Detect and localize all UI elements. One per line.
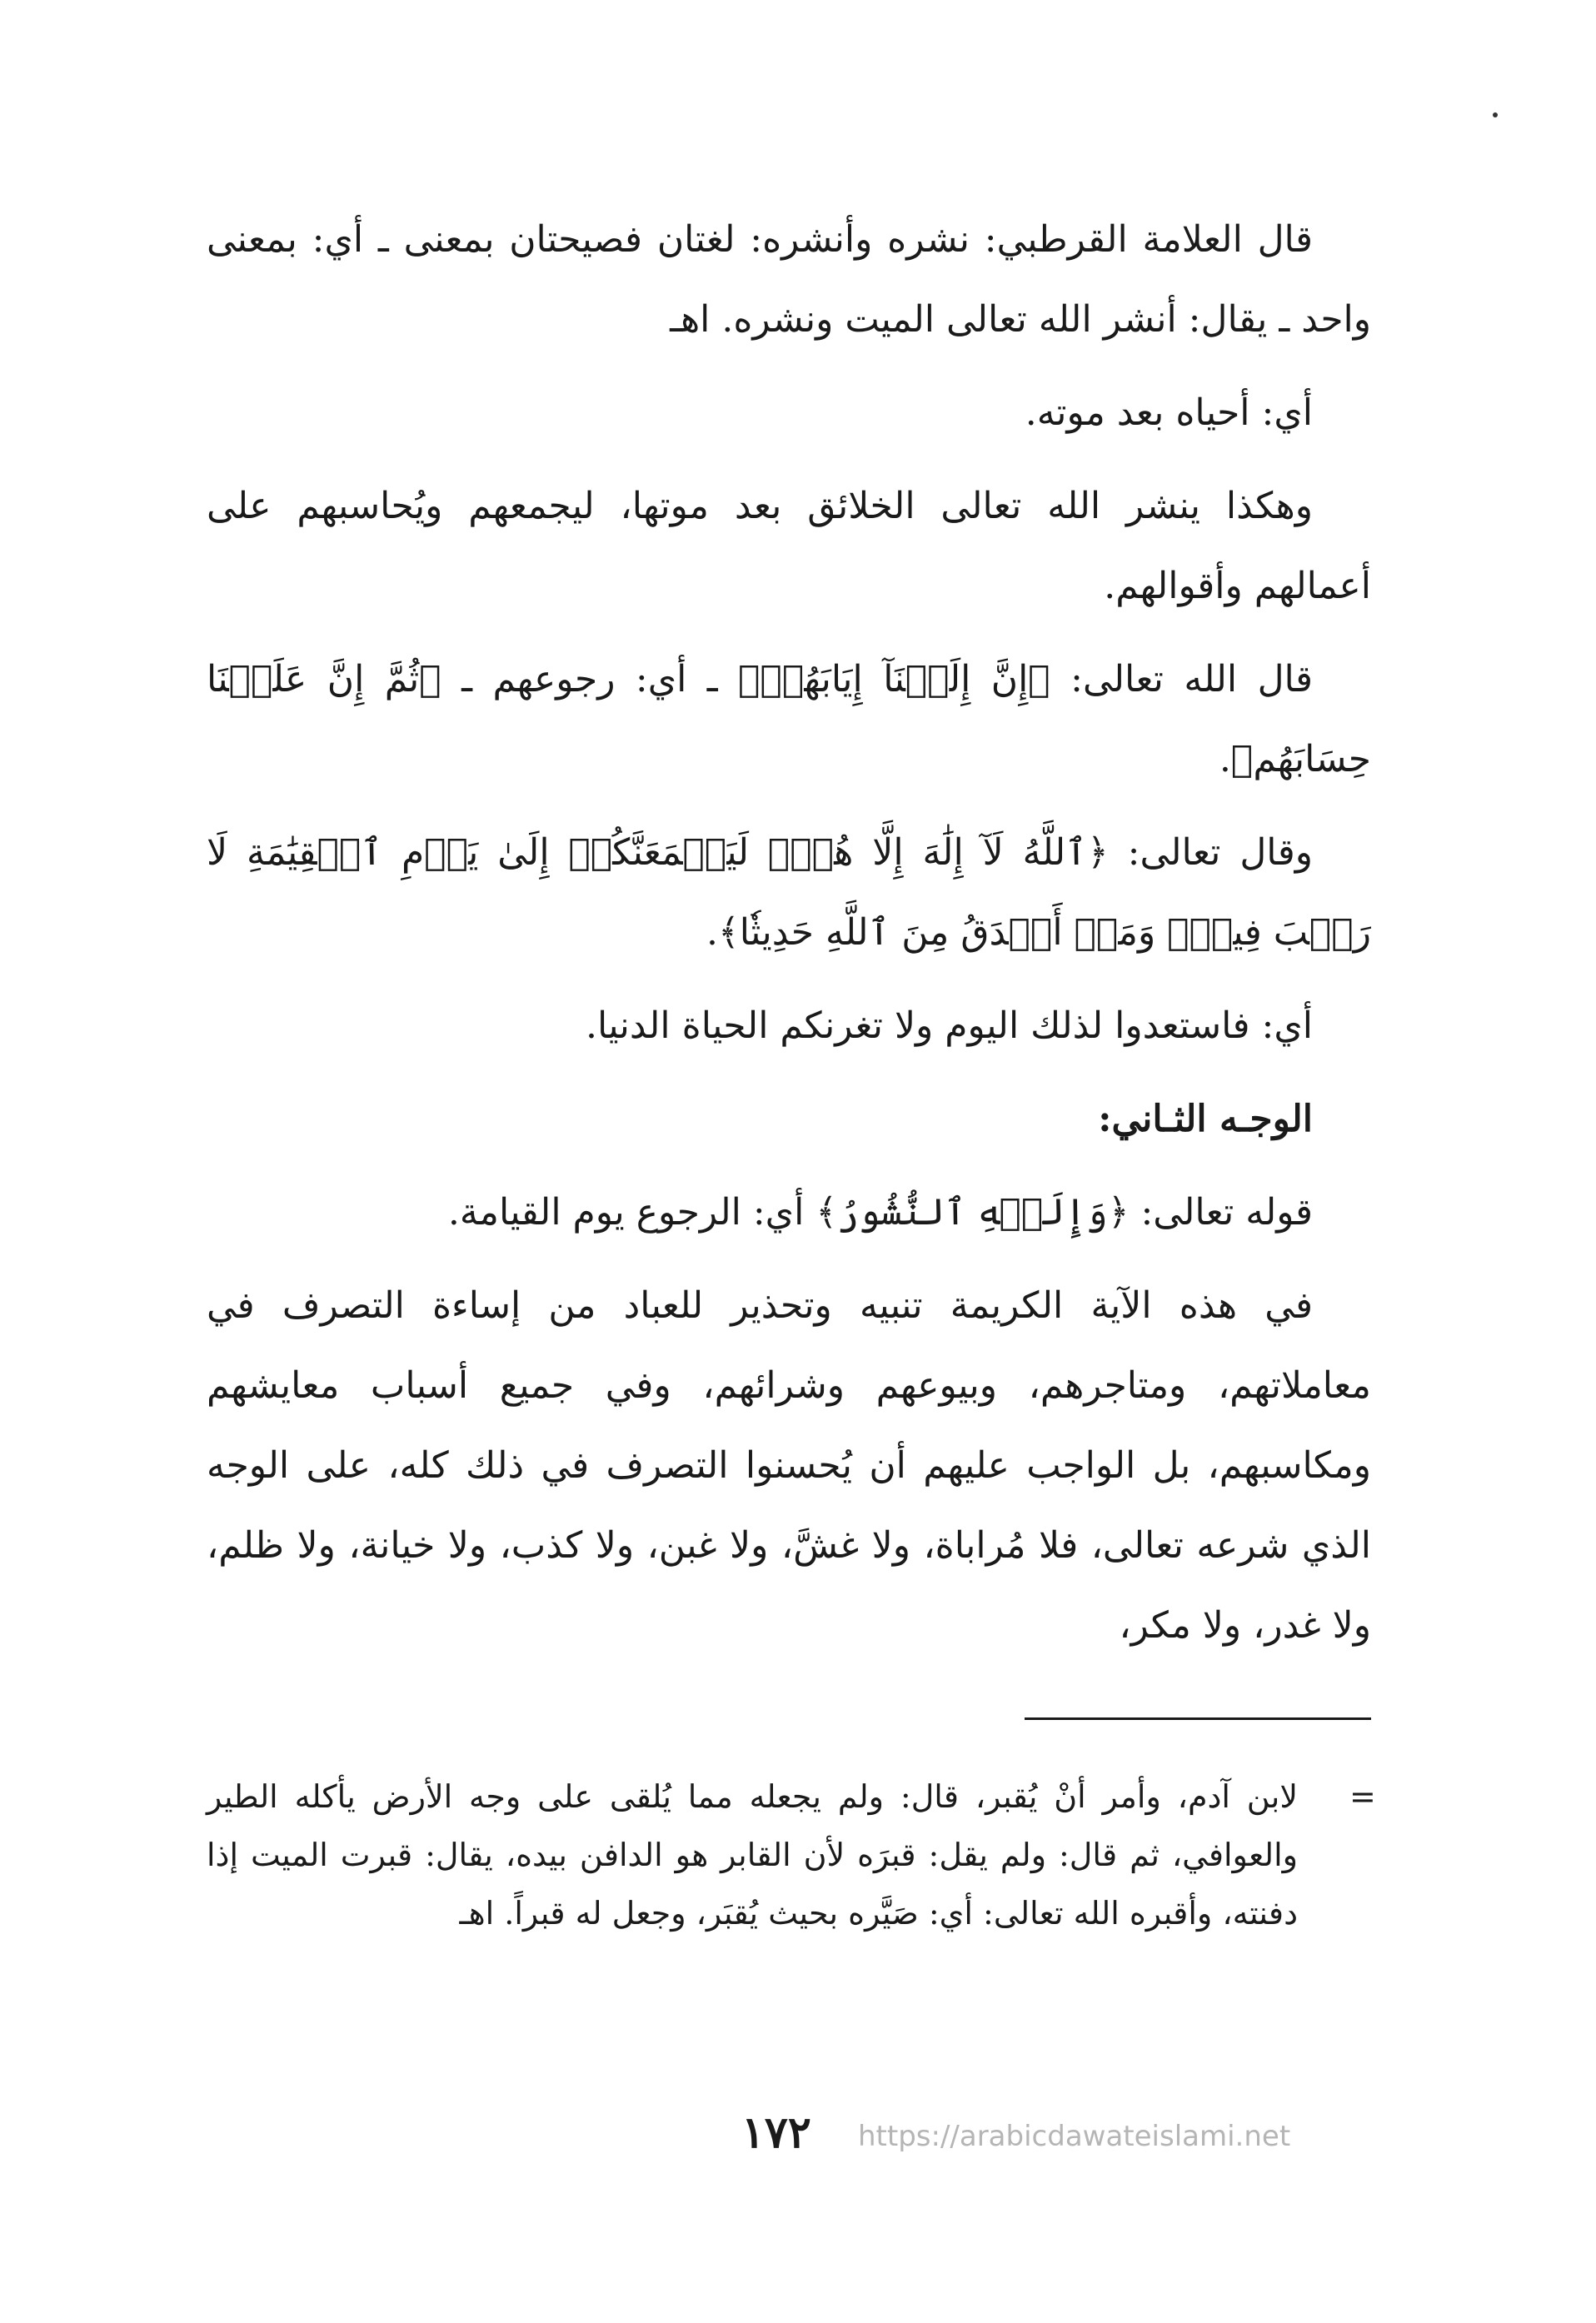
verse-gloss: ـ أي: رجوعهم ـ — [441, 658, 739, 700]
sentence-end: . — [1219, 738, 1231, 780]
paragraph-explanation: أي: أحياه بعد موته. — [1025, 391, 1313, 434]
verse-intro: قال الله تعالى: — [1050, 658, 1313, 700]
watermark-url: https://arabicdawateislami.net — [858, 2120, 1291, 2153]
page-number: ١٧٢ — [741, 2107, 811, 2158]
paragraph-warning: في هذه الآية الكريمة تنبيه وتحذير للعباد من إساءة التصرف في معاملاتهم، ومتاجرهم، وبيوعهم وشرائهم، وفي جميع أسباب معايشهم ومكاسبهم، بل الواجب عليهم أن يُحسنوا التصرف في ذلك كله، على الوجه الذي شرعه تعالى، فلا مُراباة، ولا غشَّ، ولا غبن، ولا كذب، ولا خيانة، ولا ظلم، ولا غدر، ولا مكر، — [207, 1284, 1371, 1647]
scan-speck — [1493, 112, 1498, 117]
quran-verse: ﴿وَإِلَيۡهِ ٱلنُّشُورُ﴾ — [815, 1191, 1130, 1234]
footnote: لابن آدم، وأمر أنْ يُقبر، قال: ولم يجعله مما يُلقى على وجه الأرض يأكله الطير والعوافي، ثم قال: ولم يقل: قبرَه لأن القابر هو الدافن بيده، يقال: قبرت الميت إذا دفنته، وأقبره الله تعالى: أي: صَيَّره بحيث يُقبَر، وجعل له قبراً. اهـ — [207, 1778, 1298, 1932]
paragraph-qurtubi: قال العلامة القرطبي: نشره وأنشره: لغتان فصيحتان بمعنى ـ أي: بمعنى واحد ـ يقال: أنشر الله تعالى الميت ونشره. اهـ — [207, 218, 1371, 341]
quran-verse: ﴿ٱللَّهُ لَآ إِلَٰهَ إِلَّا هُوَۚ لَيَجۡمَعَنَّكُمۡ إِلَىٰ يَوۡمِ ٱلۡقِيَٰمَةِ لَا رَيۡبَ فِيهِۗ وَمَنۡ أَصۡدَقُ مِنَ ٱللَّهِ حَدِيثٗا﴾ — [207, 831, 1371, 954]
main-text — [207, 200, 1371, 1679]
paragraph-prepare: أي: فاستعدوا لذلك اليوم ولا تغرنكم الحياة الدنيا. — [586, 1004, 1313, 1047]
verse-intro: قوله تعالى: — [1129, 1191, 1313, 1234]
quran-verse: ﴿إِنَّ إِلَيۡنَآ إِيَابَهُمۡ﴾ — [738, 658, 1050, 700]
paragraph-resurrection: وهكذا ينشر الله تعالى الخلائق بعد موتها، ليجمعهم ويُحاسبهم على أعمالهم وأقوالهم. — [207, 485, 1371, 607]
quran-verse: ﴿ثُمَّ إِنَّ عَلَيۡنَا حِسَابَهُم﴾ — [207, 658, 1371, 780]
verse-intro: وقال تعالى: — [1108, 831, 1313, 874]
paragraph-verse-return — [207, 640, 1371, 800]
sentence-end: . — [706, 911, 718, 954]
paragraph-verse-gathering — [207, 813, 1371, 973]
verse-gloss: أي: الرجوع يوم القيامة. — [447, 1191, 816, 1234]
footnote-continuation-marker: = — [1349, 1778, 1376, 1815]
footnote-divider — [1025, 1717, 1371, 1720]
paragraph-verse-nushur — [207, 1173, 1371, 1253]
section-heading: الوجـه الثـاني: — [1098, 1098, 1313, 1140]
